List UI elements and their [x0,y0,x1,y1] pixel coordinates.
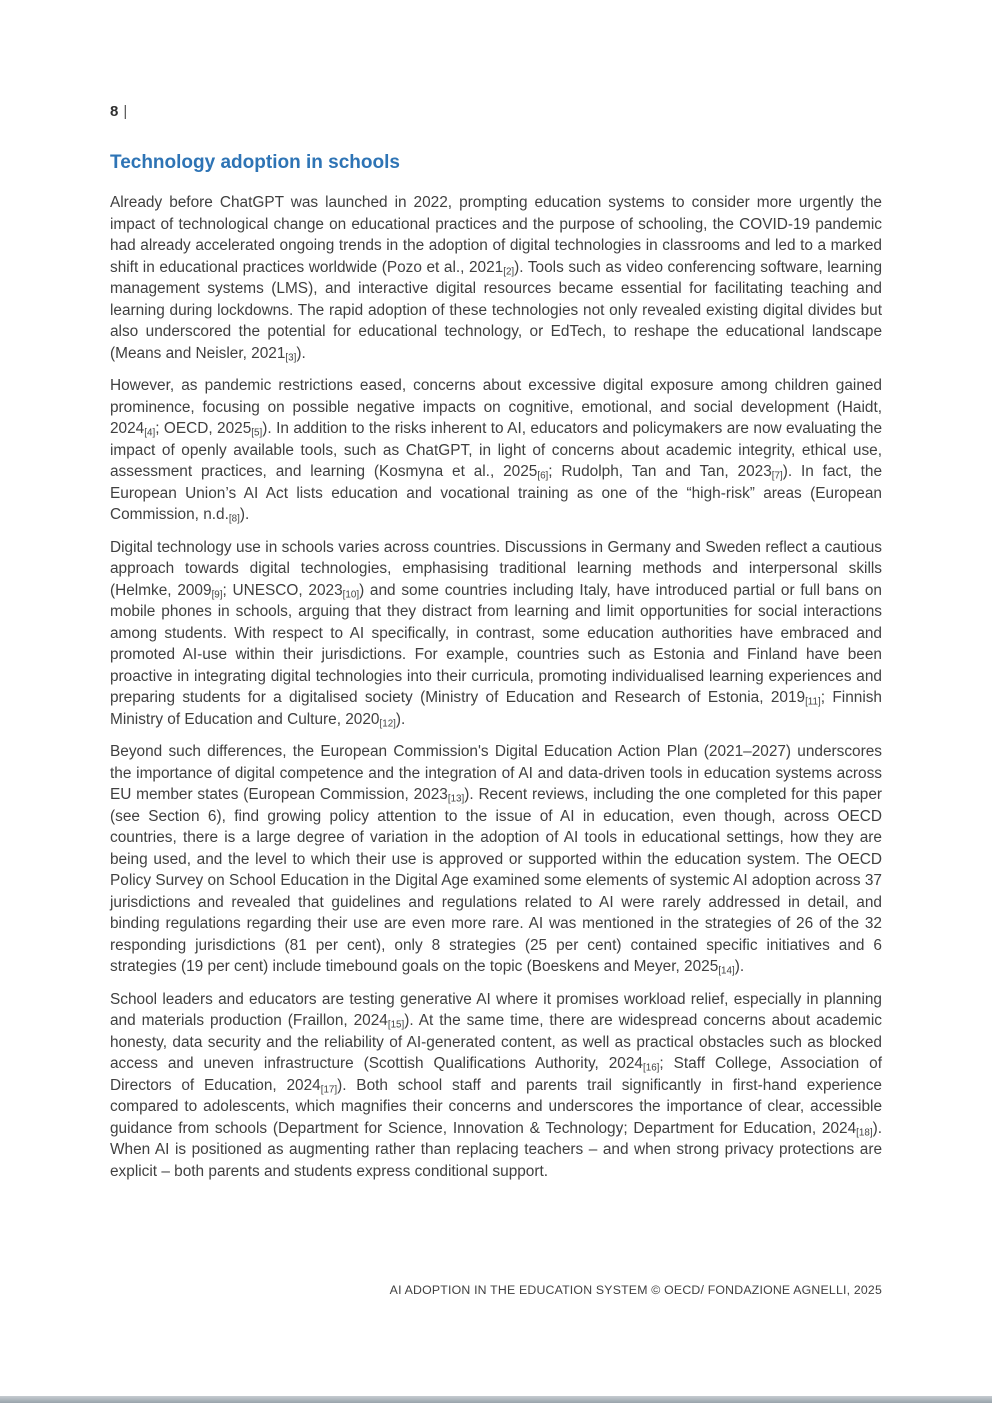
citation-marker: [7] [771,470,783,482]
page-number-separator: | [123,103,128,120]
citation-marker: [6] [537,470,549,482]
citation-marker: [15] [387,1019,405,1031]
paragraph: However, as pandemic restrictions eased, concerns about excessive digital exposure among children gained prominence, focusing on possible negative impacts on cognitive, emotional, and social development (Haidt, $2024_{[4]}$; OECD, $2025_{[5]}$). In addition to the risks inherent to AI, educators and policymakers are now evaluating the impact of openly available tools, such as ChatGPT, in light of concerns about academic integrity, ethical use, assessment practices, and learning (Kosmyna et al., $2025_{[6]}$; Rudolph, Tan and Tan, $2023_{[7]}$). In fact, the European Union’s AI Act lists education and vocational training as one of the “high-risk” areas (European Commission, $n.d._{[8]}$). [110,377,883,525]
body-text [110,192,882,1182]
page-header [110,102,882,121]
paragraph: School leaders and educators are testing generative AI where it promises workload relief, especially in planning and materials production (Fraillon, $2024_{[15]}$). At the same time, there are widespread concerns about academic honesty, data security and the reliability of AI-generated content, as well as practical obstacles such as blocked access and uneven infrastructure (Scottish Qualifications Authority, $2024_{[16]}$; Staff College, Association of Directors of Education, $2024_{[17]}$). Both school staff and parents trail significantly in first-hand experience compared to adolescents, which magnifies their concerns and underscores the importance of clear, accessible guidance from schools (Department for Science, Innovation & Technology; Department for Education, $2024_{[18]}$). When AI is positioned as augmenting rather than replacing teachers – and when strong privacy protections are explicit – both parents and students express conditional support. [110,990,882,1180]
paragraph: Beyond such differences, the European Commission's Digital Education Action Plan (2021–2027) underscores the importance of digital competence and the integration of AI and data-driven tools in education systems across EU member states (European Commission, $2023_{[13]}$). Recent reviews, including the one completed for this paper (see Section 6), find growing policy attention to the issue of AI in education, even though, across OECD countries, there is a large degree of variation in the adoption of AI tools in educational settings, how they are being used, and the level to which their use is approved or supported within the education system. The OECD Policy Survey on School Education in the Digital Age examined some elements of systemic AI adoption across 37 jurisdictions and revealed that guidelines and regulations related to AI were rarely addressed in detail, and binding regulations regarding their use are even more rare. AI was mentioned in the strategies of 26 of the 32 responding jurisdictions (81 per cent), only 8 strategies (25 per cent) contained specific initiatives and 6 strategies (19 per cent) include timebound goals on the topic (Boeskens and Meyer, $2025_{[14]}$). [110,743,882,977]
citation-marker: [2] [503,265,515,277]
page-number: 8 [110,103,119,120]
page-footer [390,1283,882,1297]
citation-marker: [5] [251,427,263,439]
footer-text: AI ADOPTION IN THE EDUCATION SYSTEM © OECD/ FONDAZIONE AGNELLI, 2025 [389,1283,882,1297]
paragraph: Already before ChatGPT was launched in 2022, prompting education systems to consider more urgently the impact of technological change on educational practices and the purpose of schooling, the COVID-19 pandemic had already accelerated ongoing trends in the adoption of digital technologies in classrooms and led to a marked shift in educational practices worldwide (Pozo et al., $2021_{[2]}$). Tools such as video conferencing software, learning management systems (LMS), and interactive digital resources became essential for facilitating teaching and learning during lockdowns. The rapid adoption of these technologies not only revealed existing digital divides but also underscored the potential for educational technology, or EdTech, to reshape the educational landscape (Means and Neisler, $2021_{[3]}$). [110,194,883,363]
citation-marker: [9] [211,588,223,600]
citation-marker: [8] [228,513,240,525]
section-heading: Technology adoption in schools [110,152,400,173]
paragraph: Digital technology use in schools varies across countries. Discussions in Germany and Sweden reflect a cautious approach towards digital technologies, emphasising traditional learning methods and interpersonal skills (Helmke, $2009_{[9]}$; UNESCO, $2023_{[10]}$) and some countries including Italy, have introduced partial or full bans on mobile phones in schools, arguing that they distract from learning and limit opportunities for social interactions among students. With respect to AI specifically, in contrast, some education authorities have embraced and promoted AI-use within their jurisdictions. For example, countries such as Estonia and Finland have been proactive in integrating digital technologies into their curricula, promoting individualised learning experiences and preparing students for a digitalised society (Ministry of Education and Research of Estonia, $2019_{[11]}$; Finnish Ministry of Education and Culture, $2020_{[12]}$). [110,538,882,729]
citation-marker: [13] [447,793,465,805]
page-bottom-edge [0,1396,992,1403]
citation-marker: [11] [805,696,821,708]
citation-marker: [18] [856,1126,873,1138]
citation-marker: [16] [643,1062,660,1074]
citation-marker: [17] [320,1083,338,1095]
citation-marker: [12] [379,717,396,729]
citation-marker: [10] [342,588,360,600]
citation-marker: [3] [285,351,297,363]
citation-marker: [4] [144,427,156,439]
citation-marker: [14] [718,965,735,977]
